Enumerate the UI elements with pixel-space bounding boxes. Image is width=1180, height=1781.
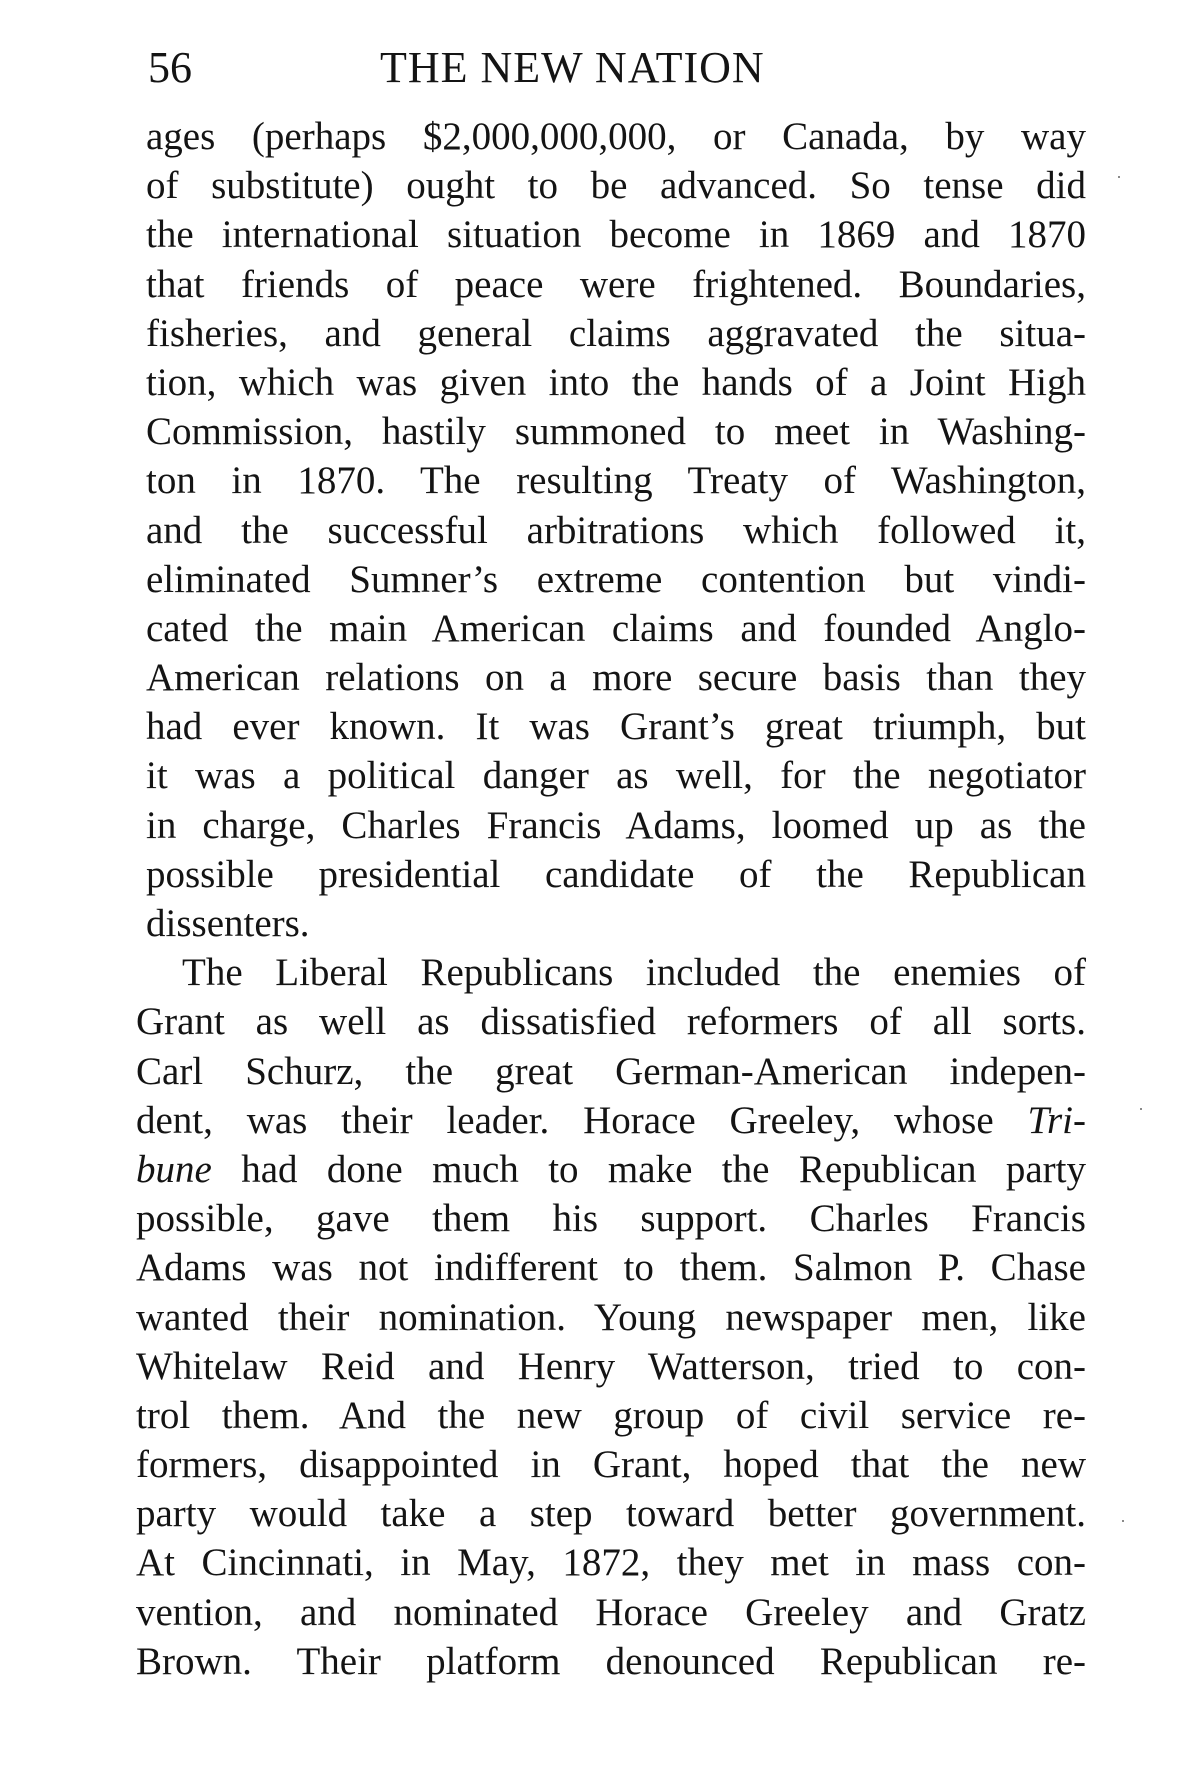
text-line: the international situation become in 1869 and 1870 bbox=[146, 213, 1086, 257]
text-line: fisheries, and general claims aggravated the situa- bbox=[146, 311, 1086, 355]
text-line: it was a political danger as well, for the negotiator bbox=[146, 754, 1086, 798]
text-line: Grant as well as dissatisfied reformers of all sorts. bbox=[136, 1000, 1086, 1044]
text-line: in charge, Charles Francis Adams, loomed up as the bbox=[146, 803, 1086, 847]
text-line: Adams was not indifferent to them. Salmon P. Chase bbox=[136, 1246, 1086, 1290]
text-line: Whitelaw Reid and Henry Watterson, tried to con- bbox=[136, 1344, 1086, 1388]
page-number: 56 bbox=[148, 43, 192, 92]
text-line: eliminated Sumner’s extreme contention but vindi- bbox=[146, 557, 1086, 601]
margin-speck bbox=[1140, 1108, 1142, 1110]
text-line: party would take a step toward better government. bbox=[136, 1492, 1086, 1536]
text-line: ton in 1870. The resulting Treaty of Washington, bbox=[146, 459, 1086, 503]
text-line: ages (perhaps $2,000,000,000, or Canada, by way bbox=[146, 115, 1086, 158]
text-line: tion, which was given into the hands of a Joint High bbox=[146, 360, 1086, 404]
text-line: wanted their nomination. Young newspaper men, like bbox=[136, 1295, 1086, 1339]
text-line: possible presidential candidate of the Republican bbox=[146, 852, 1086, 896]
text-line: Brown. Their platform denounced Republican re- bbox=[136, 1639, 1086, 1683]
margin-speck bbox=[1118, 176, 1120, 178]
text-line: and the successful arbitrations which followed it, bbox=[146, 508, 1086, 552]
paragraph-first-line: The Liberal Republicans included the enemies of bbox=[182, 951, 1086, 995]
margin-speck bbox=[1122, 1520, 1124, 1522]
text-line: trol them. And the new group of civil service re- bbox=[136, 1393, 1086, 1437]
running-head: THE NEW NATION bbox=[380, 43, 765, 92]
text-line: American relations on a more secure basis than they bbox=[146, 656, 1086, 700]
text-line: possible, gave them his support. Charles Francis bbox=[136, 1197, 1086, 1241]
text-line: bune had done much to make the Republican party bbox=[136, 1147, 1086, 1191]
text-line: Carl Schurz, the great German-American indepen- bbox=[136, 1049, 1086, 1093]
text-line: that friends of peace were frightened. Boundaries, bbox=[146, 262, 1086, 306]
text-line: cated the main American claims and founded Anglo- bbox=[146, 606, 1086, 650]
text-line: vention, and nominated Horace Greeley and Gratz bbox=[136, 1590, 1086, 1634]
text-line: of substitute) ought to be advanced. So tense did bbox=[146, 164, 1086, 208]
text-line: dent, was their leader. Horace Greeley, whose Tri- bbox=[136, 1098, 1086, 1142]
text-line: Commission, hastily summoned to meet in Washing- bbox=[146, 410, 1086, 454]
text-line: At Cincinnati, in May, 1872, they met in mass con- bbox=[136, 1541, 1086, 1585]
text-line: dissenters. bbox=[146, 902, 310, 945]
text-line: formers, disappointed in Grant, hoped that the new bbox=[136, 1443, 1086, 1487]
text-line: had ever known. It was Grant’s great triumph, but bbox=[146, 705, 1086, 749]
body-text bbox=[136, 112, 1086, 1686]
